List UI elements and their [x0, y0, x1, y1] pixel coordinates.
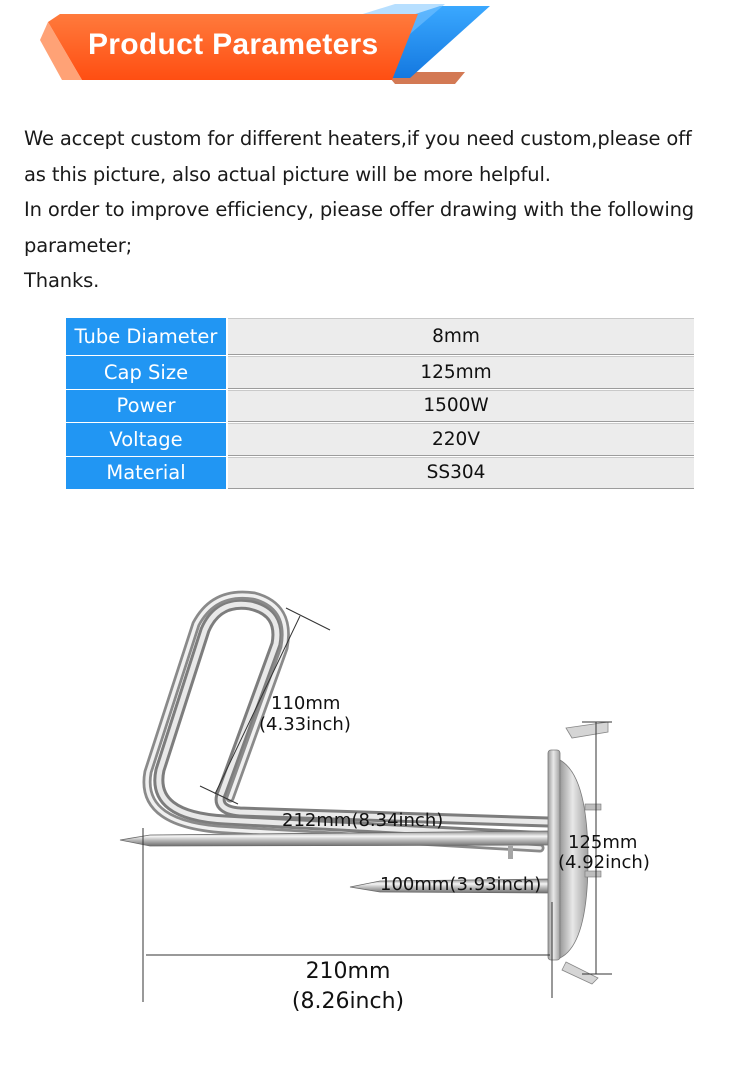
intro-line: parameter; [24, 233, 133, 257]
param-value: 125mm [228, 356, 694, 389]
param-value: 8mm [228, 318, 694, 355]
parameter-table [66, 318, 694, 490]
param-key: Tube Diameter [66, 318, 228, 355]
intro-text [24, 121, 740, 299]
param-key: Power [66, 390, 228, 423]
dim-flange-inch: (4.92inch) [558, 852, 650, 873]
param-key: Cap Size [66, 356, 228, 389]
dim-total-inch: (8.26inch) [291, 989, 405, 1014]
dimension-lines [143, 608, 612, 1002]
dim-long-tube: 212mm(8.34inch) [282, 810, 444, 831]
header-banner [0, 0, 750, 95]
dim-height-mm: 110mm [271, 693, 341, 714]
long-probe [120, 831, 548, 846]
dim-height-inch: (4.33inch) [259, 714, 351, 735]
dim-total-mm: 210mm [305, 959, 391, 984]
table-row [66, 318, 694, 356]
page-title: Product Parameters [88, 28, 379, 61]
intro-line: Thanks. [24, 269, 100, 292]
intro-line: as this picture, also actual picture will be more helpful. [24, 162, 551, 186]
heater-diagram [0, 560, 750, 1060]
table-row [66, 457, 694, 491]
heater-tube-loop [159, 604, 548, 837]
param-key: Material [66, 457, 228, 490]
param-value: SS304 [228, 457, 694, 490]
table-row [66, 390, 694, 424]
intro-line: We accept custom for different heaters,if you need custom,please off [24, 127, 692, 150]
param-value: 220V [228, 423, 694, 456]
dim-flange-mm: 125mm [568, 832, 638, 853]
dim-short-tube: 100mm(3.93inch) [380, 874, 542, 895]
intro-line: In order to improve efficiency, piease offer drawing with the following [24, 198, 695, 221]
param-key: Voltage [66, 423, 228, 456]
param-value: 1500W [228, 390, 694, 423]
table-row [66, 356, 694, 390]
table-row [66, 423, 694, 457]
